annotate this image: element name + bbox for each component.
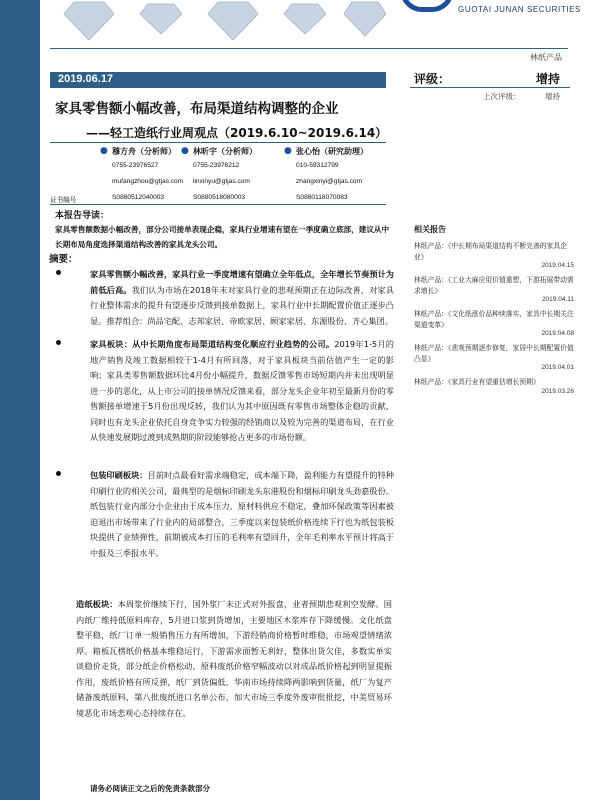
- analyst-email[interactable]: linxinyu@gtjas.com: [193, 178, 250, 185]
- paper-text: 本周浆价继续下行，国外浆厂未正式对外报盘，业者预期悲观利空发酵。国内纸厂维持低原料库存，5月进口浆到货增加，主要地区木浆库存下降缓慢。文化纸盘整平稳，纸厂订单一般销售压力有所增加，下游经销商价格暂时维稳，市场观望情绪浓厚。箱板瓦楞纸价格基本维稳运行，下游需求面暂无利好，整体出货欠佳，多数实单实谈稳价走货，部分纸企价格松动，原料废纸价格窄幅波动以对成品纸价格起到明显提振作用，废纸价格有所反弹，纸厂到货偏低，华南市场持续降两影响到货量，纸厂为复产储备废纸原料，第八批废纸进口名单公布，加大市场三季度外废审批批挖，中美贸易环境恶化市场悲观心态持续存在。: [76, 599, 392, 718]
- related-report-item[interactable]: [414, 309, 574, 337]
- person-icon: ●: [284, 146, 292, 156]
- header-divider: [50, 48, 568, 49]
- report-subtitle: ——轻工造纸行业周观点（2019.6.10~2019.6.14）: [86, 126, 388, 140]
- bullet-paragraph: [90, 468, 394, 561]
- disclaimer-footer: 请务必阅读正文之后的免责条款部分: [90, 784, 210, 793]
- analyst-phone: 010-59312799: [296, 162, 339, 169]
- bullet-lead: 家具板块：从中长期角度布局渠道结构变化顺应行业趋势的公司。: [90, 339, 335, 349]
- analyst-email[interactable]: zhangxinyi@gtjas.com: [296, 178, 363, 185]
- related-report-item[interactable]: [414, 241, 574, 269]
- related-report-title[interactable]: 林纸产品：《工业大麻应用价值重塑，下游拓展带动需求增长》: [414, 276, 574, 295]
- analyst-cert: S0880518080003: [193, 194, 246, 201]
- rating-label: 评级：: [414, 72, 451, 86]
- related-report-date: 2019.04.15: [541, 262, 574, 269]
- bullet-text: 2019年1-5月的地产销售及竣工数据相较于1-4月有所回落，对于家具板块当前估值产生一定的影响；家具类零售额数据环比4月份小幅提升，数据反馈零售市场短期内并未出现明显进一步的恶化，从上市公司的接单情况反馈来看，部分龙头企业年初至最新月份的零售额接单增速于5月份出现反转，我们认为其中原因既有零售市场整体企稳的贡献，同时也有龙头企业依托自身竞争实力较强的经销商以及较为完善的渠道布局，在行业从快速发展期过渡到成熟期的阶段能够抢占更多的市场份额。: [90, 339, 394, 442]
- related-report-item[interactable]: [414, 377, 574, 395]
- analyst-card: [284, 146, 368, 206]
- analyst-cert: S0880512040003: [112, 194, 165, 201]
- bullet-paragraph: [90, 337, 394, 446]
- analyst-name: 林昕宇（分析师）: [193, 147, 257, 156]
- report-title: 家具零售额小幅改善，布局渠道结构调整的企业: [55, 101, 339, 117]
- summary-bullet: [50, 267, 394, 329]
- bullet-paragraph: [90, 267, 394, 329]
- cert-label: 证书编号: [50, 196, 77, 204]
- summary-title: 摘要：: [49, 254, 78, 265]
- rating-divider: [410, 87, 570, 88]
- bullet-icon: [56, 340, 61, 345]
- related-report-title[interactable]: 林纸产品：《家具行业有望重估增长预期》: [414, 378, 540, 386]
- bullet-text: 目前时点最看好需求端稳定，成本端下降，盈利能力有望提升的特种印刷行业的相关公司，最典型的是烟标印刷龙头东港股份和烟标印刷龙头劲嘉股份。纸包装行业内部分小企业由于成本压力，原材料供应不稳定，叠加环保政策等因素被迫退出市场带来了行业内的局部整合，三季度以来包装纸价格连续下行也为纸包装板块提供了业绩弹性，前期被成本打压的毛利率有望回升，全年毛利率水平预计将高于中报及三季报水平。: [90, 470, 394, 558]
- previous-rating-label: 上次评级：: [483, 92, 521, 101]
- related-report-item[interactable]: [414, 343, 574, 371]
- paper-lead: 造纸板块：: [76, 599, 118, 609]
- paper-section: [76, 597, 392, 721]
- bullet-lead: 包装印刷板块：: [90, 470, 148, 480]
- related-report-date: 2019.04.11: [541, 296, 574, 303]
- analyst-email[interactable]: mufangzhou@gtjas.com: [112, 178, 184, 185]
- person-icon: ●: [181, 146, 189, 156]
- summary-bullet: [50, 468, 394, 561]
- guide-title: 本报告导读：: [55, 211, 110, 221]
- report-date: 2019.06.17: [58, 73, 114, 85]
- analyst-bottom-rule: [50, 204, 386, 205]
- analyst-phone: 0755-23976527: [112, 162, 159, 169]
- related-reports: [414, 224, 574, 395]
- company-logo-icon: [400, 0, 454, 12]
- analyst-phone: 0755-23976212: [193, 162, 240, 169]
- bullet-text: 我们认为市场在2018年末对家具行业的悲观预期正在边际改善，对家具行业整体需求的提升有望逐步反馈到接单数据上，家具行业中长期配置价值正逐步凸显。推荐组合：尚品宅配、志邦家居、帝欧家居、顾家家居、东源股份、齐心集团。: [90, 284, 394, 326]
- related-report-title[interactable]: 林纸产品：《文化纸涨价品种续落实，家具中长期关注渠道变革》: [414, 310, 574, 329]
- analyst-name: 张心怡（研究助理）: [296, 147, 368, 156]
- related-report-date: 2019.04.01: [541, 364, 574, 371]
- section-label: 林纸产品: [530, 53, 562, 62]
- analyst-card: [100, 146, 184, 206]
- previous-rating-value: 增持: [545, 92, 560, 101]
- analyst-name: 穆方舟（分析师）: [112, 147, 176, 156]
- analyst-card: [181, 146, 257, 206]
- diamond-decoration: [56, 0, 386, 48]
- company-logo-text: GUOTAI JUNAN SECURITIES: [458, 5, 581, 14]
- related-report-date: 2019.03.26: [541, 387, 574, 395]
- guide-text: 家具零售额数据小幅改善，部分公司接单表现企稳，家具行业增速有望在一季度确立底部，建议从中长期布局角度选择渠道结构改善的家具龙头公司。: [55, 225, 390, 249]
- analyst-top-rule: [50, 142, 386, 143]
- summary-bullet: [50, 337, 394, 446]
- related-report-title[interactable]: 林纸产品：《悲观预期逐步修复，家居中长期配置价值凸显》: [414, 344, 574, 363]
- related-report-date: 2019.04.08: [541, 330, 574, 337]
- bullet-icon: [56, 471, 61, 476]
- related-report-title[interactable]: 林纸产品：《中长期布局渠道结构不断完善的家具企业》: [414, 242, 567, 261]
- date-banner: [50, 72, 386, 88]
- sidebar-band: [0, 0, 40, 800]
- analyst-cert: S0880118070083: [296, 194, 348, 201]
- related-report-item[interactable]: [414, 275, 574, 303]
- bullet-lead: 家具零售额小幅改善，家具行业一季度增速有望确立全年低点，全年增长节奏预计为前低后高。: [90, 269, 394, 295]
- person-icon: ●: [100, 146, 108, 156]
- bullet-icon: [56, 270, 61, 275]
- related-reports-title: 相关报告: [414, 225, 446, 234]
- rating-value: 增持: [536, 72, 561, 86]
